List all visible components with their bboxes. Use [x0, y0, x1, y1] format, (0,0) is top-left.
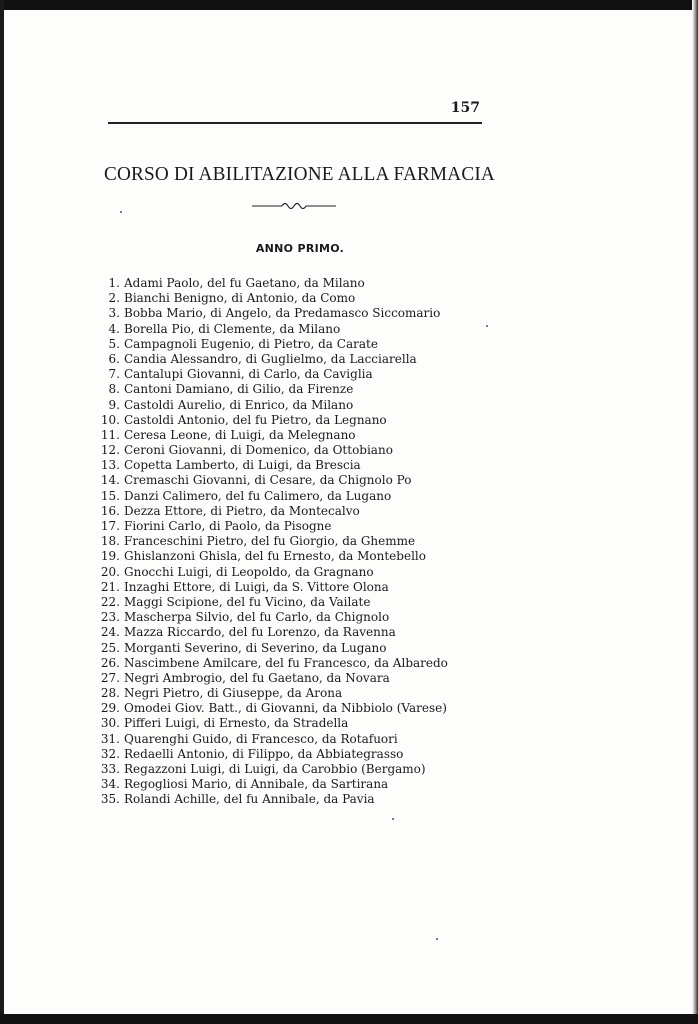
header-rule: [108, 122, 482, 124]
list-item: [96, 276, 476, 291]
list-item-number: 3.: [108, 306, 120, 321]
list-item: [96, 291, 476, 306]
list-item-text: Ceresa Leone, di Luigi, da Melegnano: [124, 427, 356, 442]
list-item-number: 4.: [108, 321, 120, 336]
list-item: [96, 322, 476, 337]
list-item-text: Morganti Severino, di Severino, da Lugano: [124, 640, 387, 655]
page-title: CORSO DI ABILITAZIONE ALLA FARMACIA: [104, 163, 495, 185]
list-item-text: Mascherpa Silvio, del fu Carlo, da Chignolo: [124, 610, 390, 625]
list-item: [96, 443, 476, 458]
list-item-text: Candia Alessandro, di Guglielmo, da Lacciarella: [124, 351, 417, 366]
list-item-number: 28.: [100, 686, 120, 701]
list-item-number: 1.: [108, 276, 120, 290]
list-item-text: Negri Pietro, di Giuseppe, da Arona: [124, 686, 343, 701]
list-item-number: 27.: [100, 670, 120, 685]
list-item: [96, 580, 476, 595]
list-item: [96, 656, 476, 671]
list-item: [96, 337, 476, 352]
list-item: [96, 565, 476, 580]
list-item-number: 10.: [100, 412, 120, 427]
list-item: [96, 610, 476, 625]
scan-edge-top: [0, 0, 698, 10]
list-item: [96, 762, 476, 777]
scan-speck: [436, 938, 438, 940]
list-item-text: Fiorini Carlo, di Paolo, da Pisogne: [124, 519, 332, 533]
list-item: [96, 701, 476, 716]
list-item: [96, 792, 476, 807]
list-item: [96, 367, 476, 382]
list-item-text: Ceroni Giovanni, di Domenico, da Ottobiano: [124, 443, 393, 458]
list-item: [96, 306, 476, 321]
list-item-number: 35.: [100, 792, 120, 807]
list-item-number: 13.: [100, 458, 120, 473]
scan-speck: [392, 818, 394, 820]
list-item: [96, 625, 476, 640]
list-item-number: 6.: [108, 351, 120, 366]
list-item-text: Negri Ambrogio, del fu Gaetano, da Novara: [124, 670, 390, 685]
list-item-number: 16.: [100, 503, 120, 518]
list-item: [96, 489, 476, 504]
list-item: [96, 428, 476, 443]
list-item-text: Bobba Mario, di Angelo, da Predamasco Siccomario: [124, 306, 441, 321]
scan-speck: [486, 325, 488, 327]
list-item: [96, 398, 476, 413]
list-item-text: Castoldi Antonio, del fu Pietro, da Legnano: [124, 412, 387, 427]
list-item-text: Rolandi Achille, del fu Annibale, da Pavia: [124, 792, 375, 807]
list-item-text: Danzi Calimero, del fu Calimero, da Lugano: [124, 488, 392, 503]
list-item: [96, 671, 476, 686]
list-item-text: Dezza Ettore, di Pietro, da Montecalvo: [124, 503, 360, 518]
list-item-number: 14.: [100, 473, 120, 488]
list-item-number: 2.: [108, 291, 120, 306]
list-item-number: 22.: [100, 594, 120, 609]
list-item-text: Regogliosi Mario, di Annibale, da Sartirana: [124, 777, 389, 792]
scan-edge-bottom: [0, 1014, 698, 1024]
list-item: [96, 549, 476, 564]
list-item-number: 18.: [100, 534, 120, 549]
list-item-text: Cantoni Damiano, di Gilio, da Firenze: [124, 382, 354, 397]
scan-edge-right: [692, 0, 698, 1024]
list-item-text: Ghislanzoni Ghisla, del fu Ernesto, da Montebello: [124, 549, 426, 564]
list-item-text: Redaelli Antonio, di Filippo, da Abbiategrasso: [124, 746, 404, 761]
list-item: [96, 352, 476, 367]
list-item: [96, 716, 476, 731]
list-item-text: Omodei Giov. Batt., di Giovanni, da Nibbiolo (Varese): [124, 701, 447, 716]
list-item-number: 33.: [100, 762, 120, 776]
list-item-number: 31.: [100, 731, 120, 746]
scan-speck: [120, 211, 122, 213]
list-item: [96, 413, 476, 428]
list-item-number: 23.: [100, 610, 120, 625]
student-list: [96, 276, 476, 808]
list-item-number: 30.: [100, 716, 120, 731]
section-subtitle: ANNO PRIMO.: [255, 242, 345, 255]
list-item-number: 29.: [100, 701, 120, 716]
list-item-text: Inzaghi Ettore, di Luigi, da S. Vittore Olona: [124, 579, 389, 594]
list-item-text: Castoldi Aurelio, di Enrico, da Milano: [124, 397, 354, 412]
list-item-text: Quarenghi Guido, di Francesco, da Rotafuori: [124, 731, 398, 746]
list-item: [96, 732, 476, 747]
list-item-number: 19.: [100, 549, 120, 564]
list-item-number: 15.: [100, 488, 120, 503]
list-item-number: 20.: [100, 564, 120, 579]
list-item: [96, 519, 476, 534]
list-item-text: Nascimbene Amilcare, del fu Francesco, da Albaredo: [124, 655, 448, 670]
ornamental-divider-icon: [252, 198, 336, 214]
list-item-number: 8.: [108, 382, 120, 397]
list-item-text: Cantalupi Giovanni, di Carlo, da Caviglia: [124, 367, 373, 382]
list-item-number: 17.: [100, 519, 120, 533]
list-item-text: Maggi Scipione, del fu Vicino, da Vailate: [124, 594, 371, 609]
list-item-text: Campagnoli Eugenio, di Pietro, da Carate: [124, 336, 378, 351]
list-item-number: 5.: [108, 336, 120, 351]
list-item: [96, 777, 476, 792]
list-item-text: Bianchi Benigno, di Antonio, da Como: [124, 291, 356, 306]
list-item-number: 11.: [100, 427, 120, 442]
list-item: [96, 595, 476, 610]
list-item-number: 26.: [100, 655, 120, 670]
list-item-text: Pifferi Luigi, di Ernesto, da Stradella: [124, 716, 349, 731]
list-item-text: Mazza Riccardo, del fu Lorenzo, da Ravenna: [124, 625, 396, 640]
list-item-number: 32.: [100, 746, 120, 761]
list-item: [96, 641, 476, 656]
list-item-text: Cremaschi Giovanni, di Cesare, da Chignolo Po: [124, 473, 412, 488]
list-item-text: Borella Pio, di Clemente, da Milano: [124, 321, 341, 336]
list-item-number: 21.: [100, 579, 120, 594]
list-item-number: 12.: [100, 443, 120, 458]
page-number: 157: [450, 100, 480, 116]
list-item-text: Adami Paolo, del fu Gaetano, da Milano: [124, 276, 365, 290]
list-item: [96, 534, 476, 549]
list-item: [96, 473, 476, 488]
list-item-text: Regazzoni Luigi, di Luigi, da Carobbio (Bergamo): [124, 762, 426, 776]
list-item-number: 7.: [108, 367, 120, 382]
list-item-number: 25.: [100, 640, 120, 655]
list-item: [96, 382, 476, 397]
list-item-text: Copetta Lamberto, di Luigi, da Brescia: [124, 458, 361, 473]
list-item: [96, 458, 476, 473]
list-item: [96, 747, 476, 762]
list-item-number: 34.: [100, 777, 120, 792]
list-item-text: Gnocchi Luigi, di Leopoldo, da Gragnano: [124, 564, 374, 579]
list-item-number: 9.: [108, 397, 120, 412]
list-item: [96, 686, 476, 701]
list-item-text: Franceschini Pietro, del fu Giorgio, da Ghemme: [124, 534, 416, 549]
list-item: [96, 504, 476, 519]
list-item-number: 24.: [100, 625, 120, 640]
scan-edge-left: [0, 0, 4, 1024]
